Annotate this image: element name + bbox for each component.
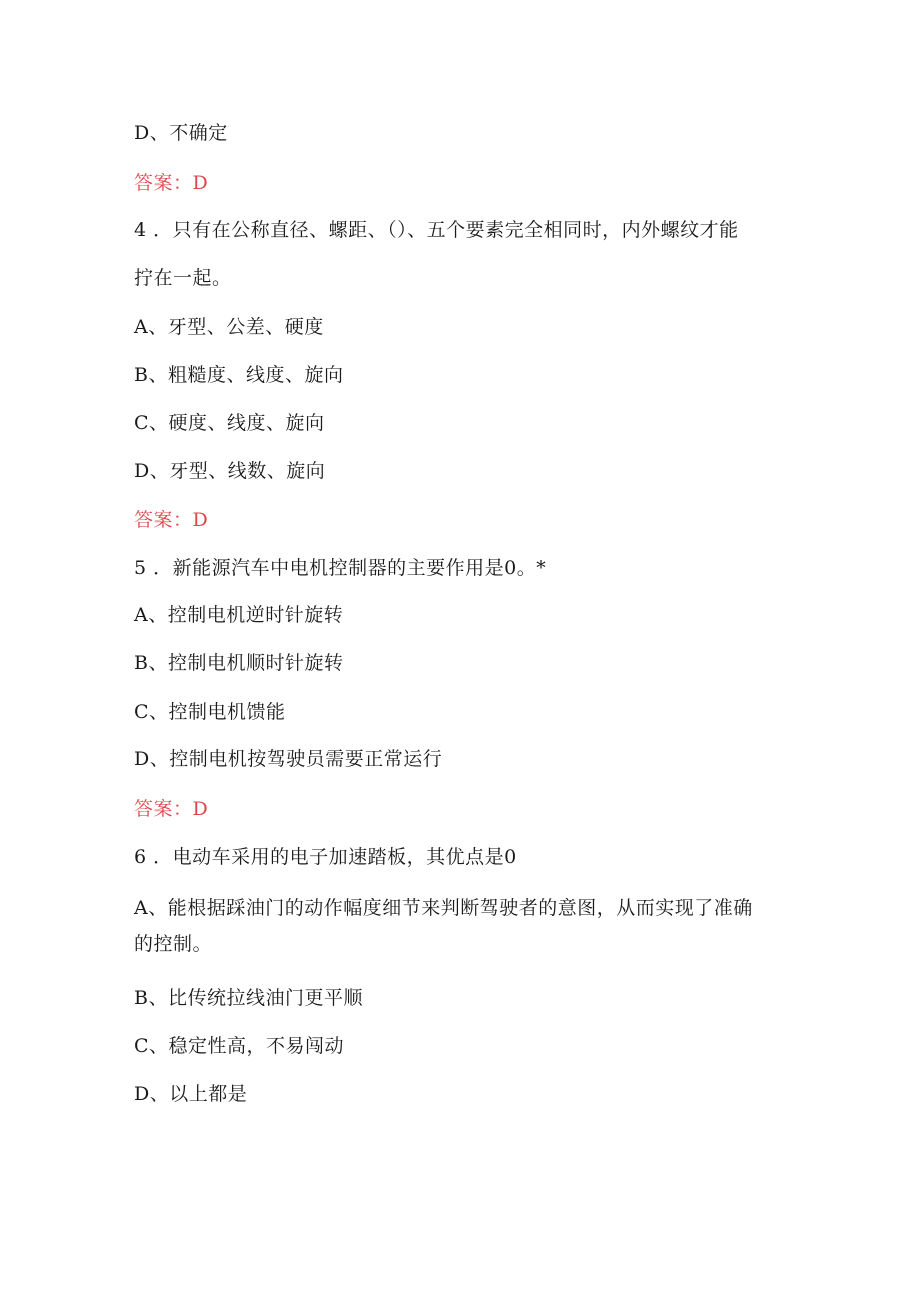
option-6a-line-1: A、能根据踩油门的动作幅度细节来判断驾驶者的意图，从而实现了准确 <box>134 897 753 919</box>
option-5a: A、控制电机逆时针旋转 <box>134 604 344 626</box>
answer-4: 答案：D <box>134 509 209 531</box>
option-4d: D、牙型、线数、旋向 <box>134 460 326 482</box>
option-6c: C、稳定性高，不易闯动 <box>134 1035 345 1057</box>
option-6b: B、比传统拉线油门更平顺 <box>134 987 363 1009</box>
option-4b: B、粗糙度、线度、旋向 <box>134 364 344 386</box>
answer-3: 答案：D <box>134 172 209 194</box>
option-5c: C、控制电机馈能 <box>134 701 286 723</box>
answer-5: 答案：D <box>134 798 209 820</box>
option-4c: C、硬度、线度、旋向 <box>134 412 325 434</box>
option-4a: A、牙型、公差、硬度 <box>134 316 324 338</box>
question-4-line-1: 4 ．只有在公称直径、螺距、（）、五个要素完全相同时，内外螺纹才能 <box>134 219 739 241</box>
question-5: 5 ．新能源汽车中电机控制器的主要作用是0。* <box>134 557 547 579</box>
question-4-line-2: 拧在一起。 <box>134 267 232 289</box>
option-6a-line-2: 的控制。 <box>134 933 213 955</box>
option-5b: B、控制电机顺时针旋转 <box>134 652 344 674</box>
option-3d: D、不确定 <box>134 122 228 144</box>
option-6d: D、以上都是 <box>134 1083 248 1105</box>
option-5d: D、控制电机按驾驶员需要正常运行 <box>134 748 443 770</box>
question-6: 6 ．电动车采用的电子加速踏板，其优点是0 <box>134 846 517 868</box>
